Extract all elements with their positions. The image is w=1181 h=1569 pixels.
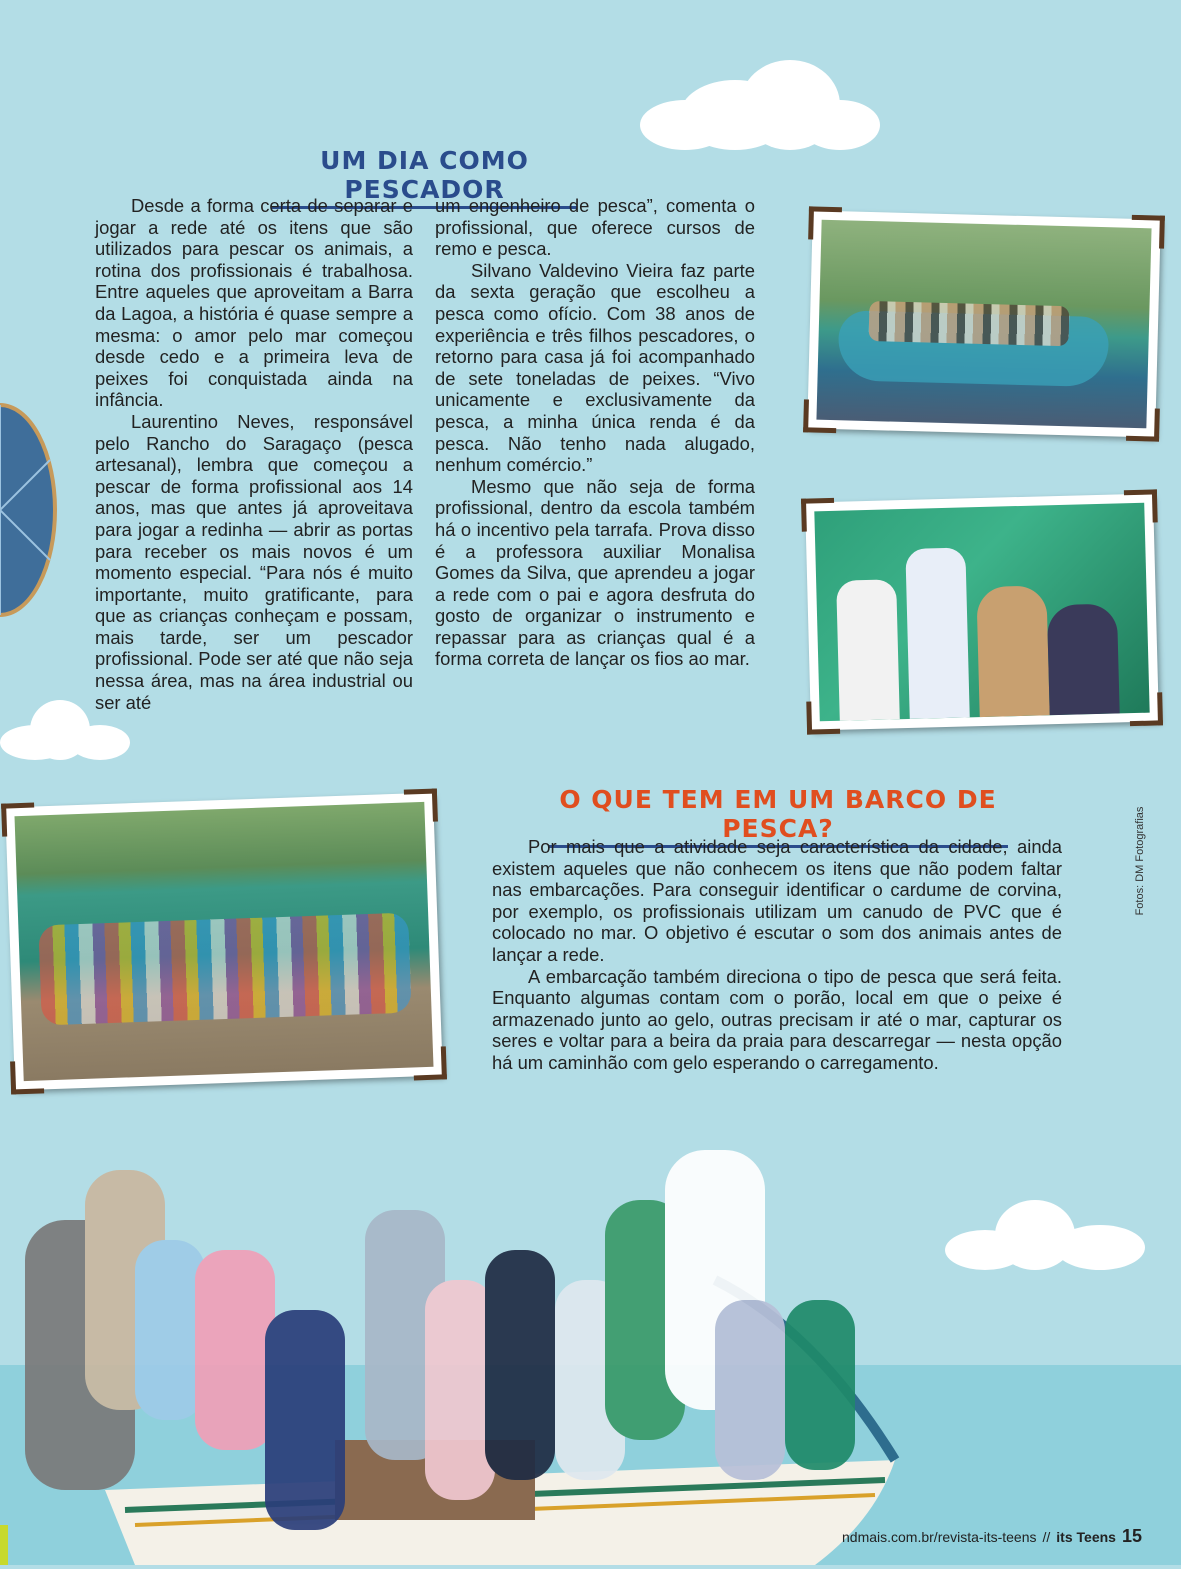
photo-corner-icon [404,788,438,822]
cloud-top-right [640,60,880,150]
paragraph: Mesmo que não seja de forma profissional, dentro da escola também há o incentivo pela tarrafa. Prova disso é a professora auxiliar Monalisa Gomes da Silva, que aprendeu a jogar a rede com o pai e agora desfruta do gosto de organizar o instrumento e repassar para as crianças qual é a forma correta de lançar os fios ao mar. [435,475,755,670]
photo-kids-on-boat [15,1130,915,1565]
footer-brand: its Teens [1056,1529,1116,1545]
footer-separator: // [1042,1529,1051,1545]
photo-boat-kids [807,210,1161,437]
footer [842,1526,1142,1548]
photo-corner-icon [1126,408,1160,442]
photo-credit: Fotos: DM Fotografias [1134,806,1146,916]
fishing-net-icon [0,400,60,620]
article-column-2 [435,195,755,670]
photo-corner-icon [1129,692,1163,726]
paragraph: Por mais que a atividade seja característica da cidade, ainda existem aqueles que não conhecem os itens que não podem faltar nas embarcações. Para conseguir identificar o cardume de corvina, por exemplo, os profissionais utilizam um canudo de PVC que é colocado no mar. O objetivo é escutar o som dos animais antes de lançar a rede. [492,836,1062,965]
footer-url[interactable]: ndmais.com.br/revista-its-teens [842,1529,1037,1545]
paragraph: Laurentino Neves, responsável pelo Rancho do Saragaço (pesca artesanal), lembra que começou a pescar de forma profissional aos 14 anos, mas que antes já aproveitava para jogar a redinha — abrir as portas para receber os mais novos é um momento especial. “Para nós é muito importante, muito gratificante, para que as crianças conheçam e possam, mais tarde, ser um pescador profissional. Pode ser até que não seja nessa área, mas na área industrial ou ser até [95,410,413,713]
photo-kids-water [805,493,1159,730]
photo-corner-icon [808,206,842,240]
article-column-1 [95,195,413,713]
paragraph: Silvano Valdevino Vieira faz parte da sexta geração que escolheu a pesca como ofício. Com 38 anos de experiência e três filhos pescadores, o retorno para casa já foi acompanhado de sete toneladas de peixes. “Vivo unicamente e exclusivamente da pesca, a minha única renda é da pesca. Não tenho nada alugado, nenhum comércio.” [435,259,755,476]
section-title-barco: O QUE TEM EM UM BARCO DE PESCA? [548,785,1008,848]
section-title-pescador: UM DIA COMO PESCADOR [272,146,577,209]
photo-corner-icon [1131,215,1165,249]
photo-corner-icon [1124,489,1158,523]
photo-corner-icon [1,803,35,837]
left-accent-bar [0,1525,8,1565]
paragraph: Desde a forma certa de separar e jogar a rede até os itens que são utilizados para pescar os animais, a rotina dos profissionais é trabalhosa. Entre aqueles que aproveitam a Barra da Lagoa, a história é quase sempre a mesma: o amor pelo mar começou desde cedo e a primeira leva de peixes foi conquistada ainda na infância. [95,195,413,411]
photo-group-dock [5,793,443,1091]
photo-corner-icon [803,399,837,433]
paragraph: um engenheiro de pesca”, comenta o profissional, que oferece cursos de remo e pesca. [435,195,755,260]
photo-corner-icon [10,1060,44,1094]
paragraph: A embarcação também direciona o tipo de pesca que será feita. Enquanto algumas contam com o porão, local em que o peixe é armazenado junto ao gelo, outras precisam ir até o mar, capturar os seres e voltar para a beira da praia para descarregar — nesta opção há um caminhão com gelo esperando o carregamento. [492,965,1062,1073]
photo-corner-icon [801,498,835,532]
cloud-bottom-right [945,1200,1145,1270]
photo-corner-icon [806,701,840,735]
photo-corner-icon [413,1046,447,1080]
article-section-2 [492,836,1062,1074]
page-number: 15 [1121,1526,1142,1546]
